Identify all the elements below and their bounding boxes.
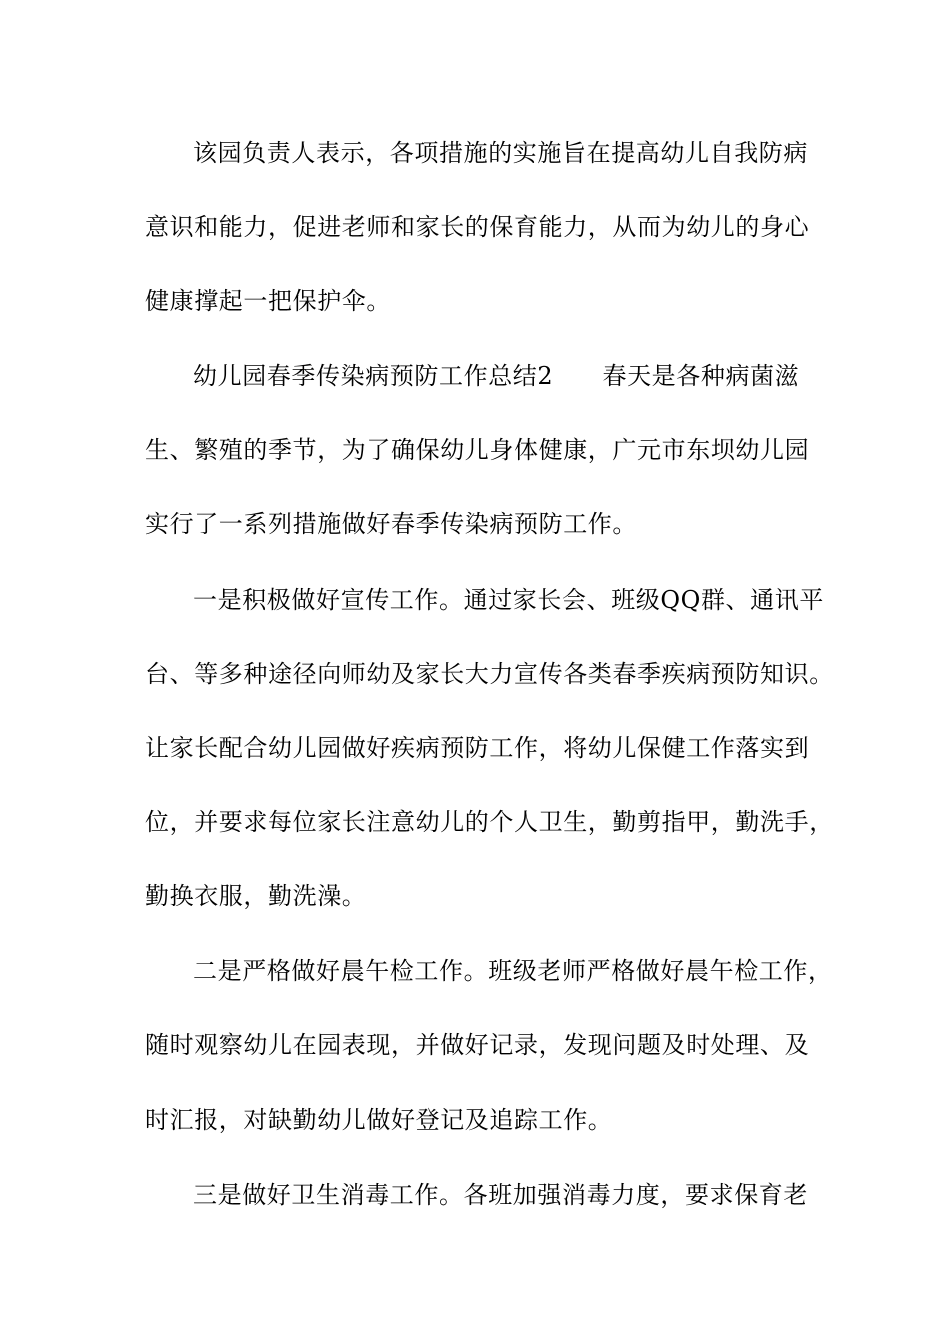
paragraph-4-line-1: 二是严格做好晨午检工作。班级老师严格做好晨午检工作，: [193, 957, 833, 985]
paragraph-3-line-3: 让家长配合幼儿园做好疾病预防工作，将幼儿保健工作落实到: [145, 734, 810, 762]
paragraph-1-line-2: 意识和能力，促进老师和家长的保育能力，从而为幼儿的身心: [145, 213, 810, 241]
paragraph-3-line-2: 台、等多种途径向师幼及家长大力宣传各类春季疾病预防知识。: [145, 660, 834, 688]
paragraph-3-line-5: 勤换衣服，勤洗澡。: [145, 882, 367, 910]
paragraph-2-line-2: 生、繁殖的季节，为了确保幼儿身体健康，广元市东坝幼儿园: [145, 436, 810, 464]
paragraph-3-line-4: 位，并要求每位家长注意幼儿的个人卫生，勤剪指甲，勤洗手，: [145, 808, 834, 836]
paragraph-2-line-3: 实行了一系列措施做好春季传染病预防工作。: [145, 510, 637, 538]
paragraph-4-line-2: 随时观察幼儿在园表现，并做好记录，发现问题及时处理、及: [145, 1031, 810, 1059]
paragraph-5-line-1: 三是做好卫生消毒工作。各班加强消毒力度，要求保育老: [193, 1181, 808, 1209]
paragraph-1-line-3: 健康撑起一把保护伞。: [145, 287, 391, 315]
paragraph-3-line-1: 一是积极做好宣传工作。通过家长会、班级QQ群、通讯平: [193, 586, 824, 614]
paragraph-2-line-1: 幼儿园春季传染病预防工作总结2 春天是各种病菌滋: [193, 362, 800, 390]
paragraph-4-line-3: 时汇报，对缺勤幼儿做好登记及追踪工作。: [145, 1106, 613, 1134]
paragraph-1-line-1: 该园负责人表示，各项措施的实施旨在提高幼儿自我防病: [193, 139, 808, 167]
